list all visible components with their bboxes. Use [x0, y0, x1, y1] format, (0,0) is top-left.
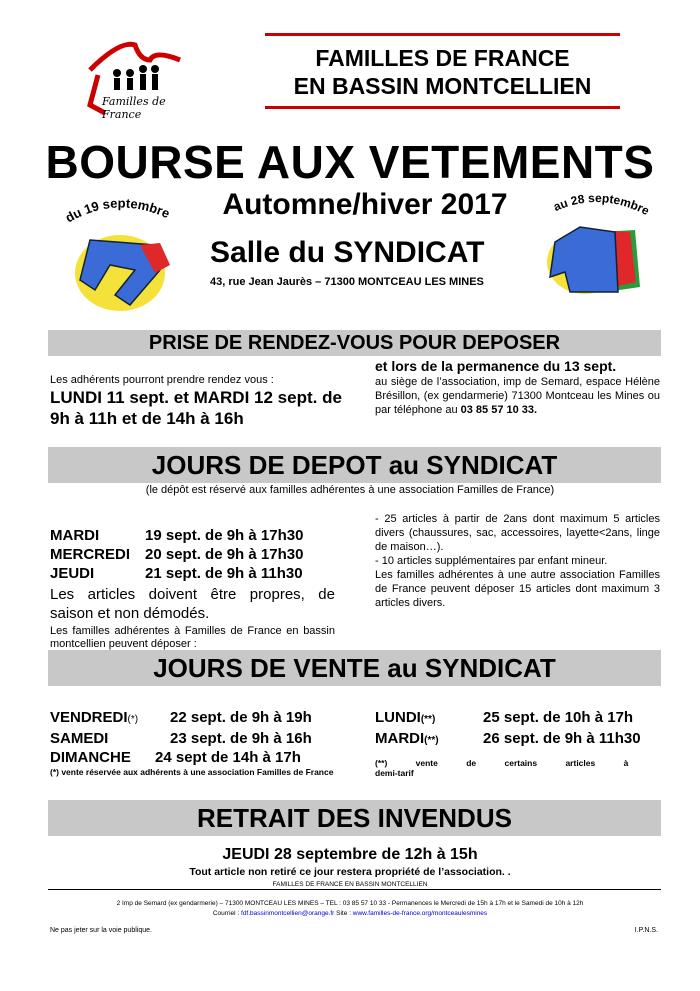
day-time: 23 sept. de 9h à 16h — [170, 730, 312, 747]
deposit-day-row — [50, 526, 335, 545]
deposit-rule-3: Les familles adhérentes à une autre association Familles de France peuvent déposer 15 articles dont maximum 3 articles divers. — [375, 569, 660, 609]
site-label: Site : — [336, 910, 351, 917]
section-withdrawal-heading: RETRAIT DES INVENDUS — [48, 800, 661, 836]
org-line-1: FAMILLES DE FRANCE — [315, 45, 570, 71]
deposit-rules — [375, 512, 660, 610]
svg-text:du 19 septembre — [63, 195, 172, 225]
day-time: 19 sept. de 9h à 17h30 — [145, 527, 304, 544]
deposit-days — [50, 526, 335, 583]
day-label: MARDI — [375, 730, 425, 747]
deposit-rule-1: - 25 articles à partir de 2ans dont maximum 5 articles divers (chaussures, sac, accessoires, layette<2ans, linge de maison…). — [375, 513, 660, 553]
day-time: 21 sept. de 9h à 11h30 — [145, 565, 303, 582]
deposit-condition: Les articles doivent être propres, de saison et non démodés. — [50, 586, 335, 622]
courriel-label: Courriel : — [212, 910, 240, 917]
day-time: 24 sept de 14h à 17h — [155, 749, 301, 766]
day-label: JEUDI — [50, 565, 95, 582]
day-mark: (**) — [424, 735, 439, 746]
sale-note-halfprice: (**) vente de certains articles à demi-tarif — [375, 758, 629, 778]
families-deposit-text: Les familles adhérentes à Familles de France en bassin montcellien peuvent déposer : — [50, 625, 335, 650]
day-label: MARDI — [50, 527, 100, 544]
venue-address: 43, rue Jean Jaurès – 71300 MONTCEAU LES MINES — [210, 276, 484, 288]
appointment-dates: LUNDI 11 sept. et MARDI 12 sept. de 9h à 11h et de 14h à 16h — [50, 388, 342, 428]
section-sale-heading: JOURS DE VENTE au SYNDICAT — [48, 650, 661, 686]
appointment-intro: Les adhérents pourront prendre rendez vous : — [50, 374, 274, 386]
organization-header — [265, 33, 620, 109]
date-from-text: du 19 septembre — [62, 195, 173, 226]
day-label: SAMEDI — [50, 730, 109, 747]
date-to-text: au 28 septembre — [551, 192, 652, 218]
day-label: LUNDI — [375, 709, 421, 726]
familles-de-france-logo — [80, 35, 200, 125]
section-appointment-heading: PRISE DE RENDEZ-VOUS POUR DEPOSER — [48, 330, 661, 356]
footer-contact — [0, 910, 700, 917]
withdrawal-date: JEUDI 28 septembre de 12h à 15h — [222, 846, 478, 863]
permanence-heading: et lors de la permanence du 13 sept. — [375, 358, 617, 374]
permanence-body: au siège de l’association, imp de Semard, espace Hélène Brésillon, (ex gendarmerie) 71300 Montceau les Mines ou par téléphone au — [375, 376, 660, 416]
day-time: 25 sept. de 10h à 17h — [483, 709, 634, 726]
deposit-day-row — [50, 545, 335, 564]
venue-name: Salle du SYNDICAT — [210, 236, 485, 269]
footer-address: 2 Imp de Semard (ex gendarmerie) – 71300 MONTCEAU LES MINES – TEL : 03 85 57 10 33 - Permanences le Mercredi de 15h à 17h et le Samedi de 10h à 12h — [116, 900, 584, 907]
sale-days-left — [50, 708, 335, 767]
phone-number: 03 85 57 10 33. — [460, 404, 538, 416]
page-title: BOURSE AUX VETEMENTS — [45, 136, 655, 188]
permanence-text — [375, 375, 660, 417]
day-mark: (**) — [420, 714, 436, 725]
sweater-illustration — [540, 192, 655, 307]
day-time: 26 sept. de 9h à 11h30 — [483, 730, 641, 747]
email-link[interactable]: fdf.bassinmontcellien@orange.fr — [241, 910, 335, 917]
day-label: MERCREDI — [50, 546, 131, 563]
footer-disclaimer: Ne pas jeter sur la voie publique. — [50, 927, 152, 934]
sale-days-right — [375, 708, 660, 750]
day-time: 20 sept. de 9h à 17h30 — [145, 546, 304, 563]
org-line-2: EN BASSIN MONTCELLIEN — [293, 73, 592, 99]
section-deposit-heading: JOURS DE DEPOT au SYNDICAT — [48, 447, 661, 483]
withdrawal-note: Tout article non retiré ce jour restera propriété de l’association. . — [189, 866, 511, 878]
website-link[interactable]: www.familles-de-france.org/montceaulesmines — [352, 910, 488, 917]
footer-divider — [48, 889, 661, 890]
svg-text:au 28 septembre — [551, 192, 652, 218]
deposit-rule-2: - 10 articles supplémentaires par enfant mineur. — [375, 555, 608, 567]
deposit-day-row — [50, 564, 335, 583]
pants-illustration — [60, 195, 190, 315]
day-label: VENDREDI — [50, 709, 128, 726]
season-subtitle: Automne/hiver 2017 — [222, 188, 508, 221]
sale-note-members: (*) vente réservée aux adhérents à une association Familles de France — [50, 767, 334, 777]
day-mark: (*) — [127, 714, 139, 725]
day-label: DIMANCHE — [50, 749, 131, 766]
logo-text: Familles de France — [102, 95, 166, 121]
day-time: 22 sept. de 9h à 19h — [170, 709, 312, 726]
deposit-note: (le dépôt est réservé aux familles adhérentes à une association Familles de France) — [145, 484, 555, 496]
footer-org: FAMILLES DE FRANCE EN BASSIN MONTCELLIEN — [272, 881, 428, 888]
footer-ipns: I.P.N.S. — [634, 927, 658, 934]
